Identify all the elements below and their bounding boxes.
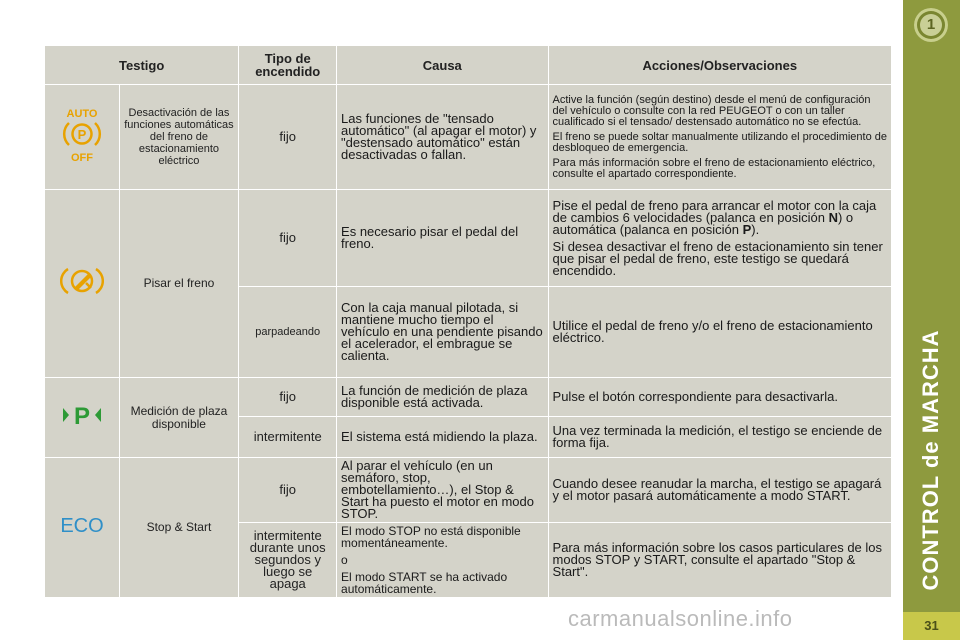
row-acciones: [549, 85, 891, 189]
header-causa: Causa: [337, 46, 547, 84]
row-name: Desactivación de las funciones automáticas del freno de estacionamiento eléctrico: [120, 85, 239, 189]
eco-icon: [57, 513, 107, 537]
row-tipo: fijo: [239, 378, 336, 416]
row-icon-cell: [45, 190, 119, 377]
header-testigo: Testigo: [45, 46, 238, 84]
accion-line: El freno se puede soltar manualmente utilizando el procedimiento de desbloqueo de emergencia.: [552, 130, 888, 154]
accion-line: Pise el pedal de freno para arrancar el motor con la caja de cambios 6 velocidades (palanca en posición N) o automática (palanca en posición P).: [552, 197, 877, 237]
table-row: [45, 378, 891, 416]
row-tipo: intermitente: [239, 417, 336, 457]
row-causa: Con la caja manual pilotada, si mantiene mucho tiempo el vehículo en una pendiente pisando el acelerador, el embrague se calienta.: [337, 287, 547, 377]
auto-off-parking-brake-icon: [60, 107, 104, 163]
header-tipo: Tipo de encendido: [239, 46, 336, 84]
row-tipo: parpadeando: [239, 287, 336, 377]
watermark: carmanualsonline.info: [568, 606, 793, 631]
svg-text:AUTO: AUTO: [66, 107, 98, 120]
row-icon-cell: [45, 458, 119, 597]
row-causa: Las funciones de "tensado automático" (al apagar el motor) y "destensado automático" están desactivadas o fallan.: [337, 85, 547, 189]
parking-space-measure-icon: [60, 400, 104, 430]
row-tipo: fijo: [239, 458, 336, 522]
row-acciones: Pulse el botón correspondiente para desactivarla.: [549, 378, 891, 416]
svg-text:P: P: [77, 126, 87, 142]
page-number: 31: [903, 612, 960, 640]
row-name: Stop & Start: [120, 458, 239, 597]
causa-line: o: [341, 553, 348, 567]
table-row: [45, 190, 891, 286]
row-acciones: Cuando desee reanudar la marcha, el testigo se apagará y el motor pasará automáticamente a modo START.: [549, 458, 891, 522]
row-acciones: Utilice el pedal de freno y/o el freno de estacionamiento eléctrico.: [549, 287, 891, 377]
row-tipo: intermitente durante unos segundos y luego se apaga: [239, 523, 336, 597]
row-tipo: fijo: [239, 85, 336, 189]
svg-text:OFF: OFF: [70, 151, 93, 163]
row-causa: Al parar el vehículo (en un semáforo, stop, embotellamiento…), el Stop & Start ha puesto el motor en modo STOP.: [337, 458, 547, 522]
svg-text:ECO: ECO: [60, 515, 104, 537]
row-causa: [337, 523, 547, 597]
row-causa: El sistema está midiendo la plaza.: [337, 417, 547, 457]
row-icon-cell: [45, 378, 119, 457]
accion-line: Si desea desactivar el freno de estacionamiento sin tener que pisar el pedal de freno, este testigo se quedará encendido.: [552, 238, 883, 278]
row-causa: La función de medición de plaza disponible está activada.: [337, 378, 547, 416]
row-causa: Es necesario pisar el pedal del freno.: [337, 190, 547, 286]
header-acciones: Acciones/Observaciones: [549, 46, 891, 84]
accion-line: Para más información sobre el freno de estacionamiento eléctrico, consulte el apartado correspondiente.: [552, 156, 876, 180]
row-name: Pisar el freno: [120, 190, 239, 377]
chapter-number-badge: [914, 8, 948, 42]
accion-line: Active la función (según destino) desde el menú de configuración del vehículo o consulte con la red PEUGEOT o con un taller cualificado si el tensado/ destensado automático no se efectúa.: [552, 93, 871, 128]
causa-line: El modo START se ha activado automáticamente.: [341, 570, 508, 596]
chapter-title: CONTROL de MARCHA: [918, 329, 943, 591]
brake-pedal-icon: [60, 263, 104, 299]
row-icon-cell: [45, 85, 119, 189]
table-row: [45, 458, 891, 522]
row-acciones: Una vez terminada la medición, el testigo se enciende de forma fija.: [549, 417, 891, 457]
row-acciones: [549, 190, 891, 286]
row-tipo: fijo: [239, 190, 336, 286]
causa-line: El modo STOP no está disponible momentáneamente.: [341, 524, 521, 550]
warning-lights-table: [44, 45, 892, 598]
table-row: [45, 85, 891, 189]
svg-text:P: P: [73, 403, 90, 430]
row-name: Medición de plaza disponible: [120, 378, 239, 457]
chapter-number: 1: [920, 14, 942, 36]
row-acciones: Para más información sobre los casos particulares de los modos STOP y START, consulte el apartado "Stop & Start".: [549, 523, 891, 597]
table-header-row: [45, 46, 891, 84]
